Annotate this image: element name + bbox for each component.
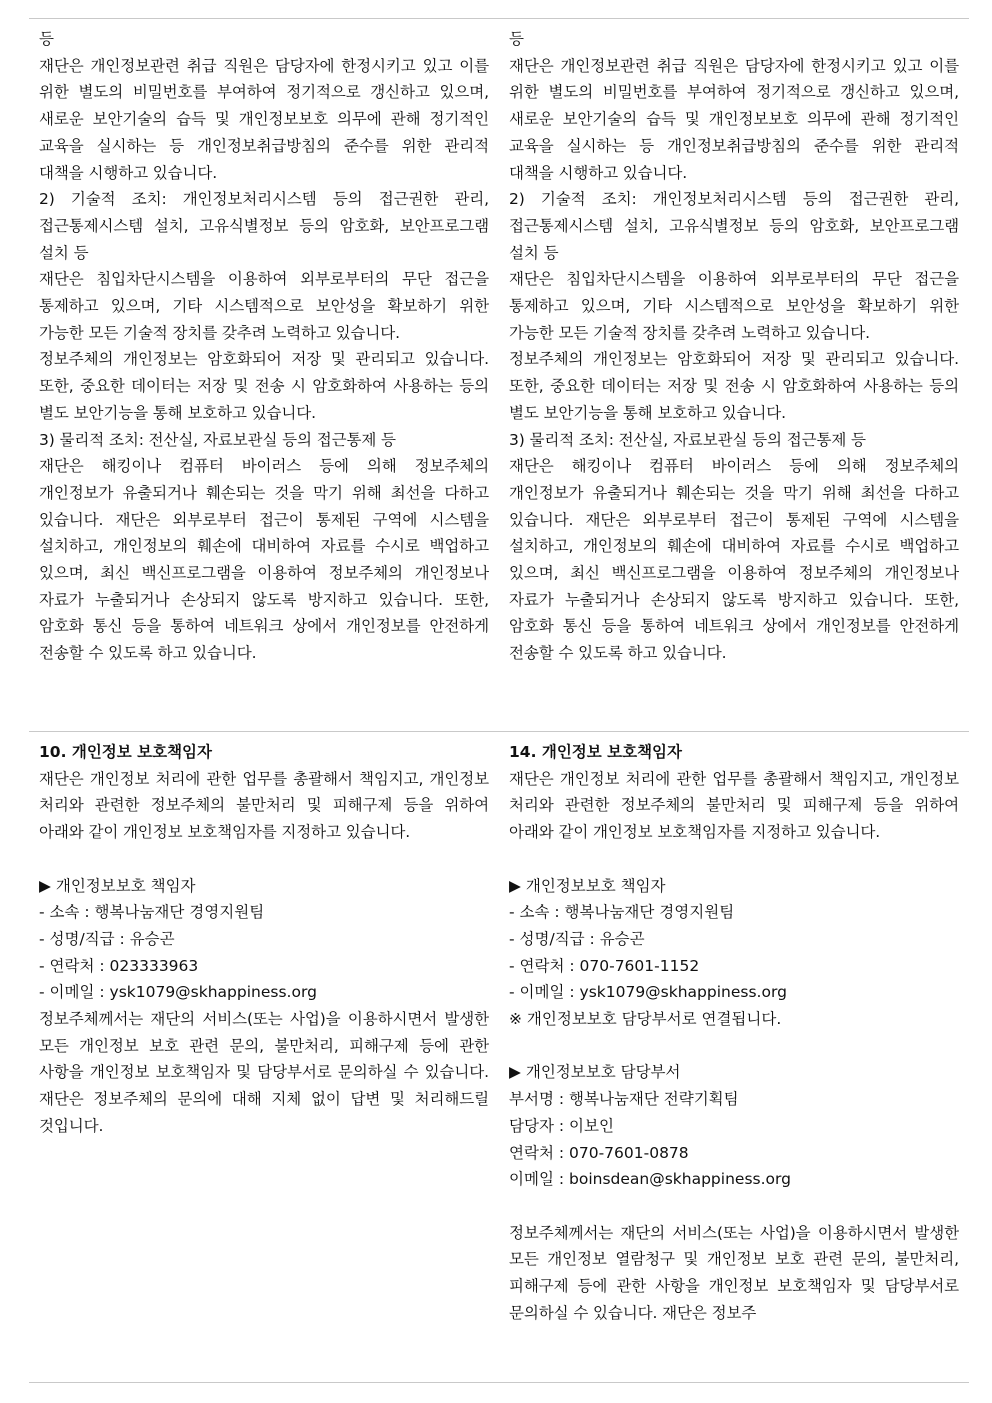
spacer: [39, 846, 489, 873]
paragraph: 등: [39, 30, 54, 48]
officer-affiliation: - 소속 : 행복나눔재단 경영지원팀: [39, 903, 265, 922]
spacer: [509, 1033, 959, 1060]
paragraph: 재단은 침입차단시스템을 이용하여 외부로부터의 무단 접근을 통제하고 있으며, 기타 시스템적으로 보안성을 확보하기 위한 가능한 모든 기술적 장치를 갖추려 노력하고 있습니다.: [39, 270, 489, 342]
dept-contact-person: 담당자 : 이보인: [509, 1116, 614, 1135]
paragraph: 2) 기술적 조치: 개인정보처리시스템 등의 접근권한 관리, 접근통제시스템 설치, 고유식별정보 등의 암호화, 보안프로그램 설치 등: [509, 190, 959, 262]
dept-name: 부서명 : 행복나눔재단 전략기획팀: [509, 1090, 739, 1109]
paragraph: 재단은 개인정보관련 취급 직원은 담당자에 한정시키고 있고 이를 위한 별도의 비밀번호를 부여하여 정기적으로 갱신하고 있으며, 새로운 보안기술의 습득 및 개인정보보호 의무에 관해 정기적인 교육을 실시하는 등 개인정보취급방침의 준수를 위한 관리적 대책을 시행하고 있습니다.: [39, 56, 489, 182]
cell-after-officer: [499, 732, 969, 1382]
table-row-security-measures: [29, 19, 969, 731]
cell-before-officer: [29, 732, 499, 1382]
cell-before-security: [29, 19, 499, 731]
cell-after-security: [499, 19, 969, 731]
officer-phone: - 연락처 : 070-7601-1152: [509, 956, 700, 975]
officer-email: - 이메일 : ysk1079@skhappiness.org: [39, 983, 317, 1002]
table-row-privacy-officer: [29, 732, 969, 1382]
officer-name: - 성명/직급 : 유승곤: [509, 929, 645, 948]
officer-note: ※ 개인정보보호 담당부서로 연결됩니다.: [509, 1010, 782, 1029]
officer-phone: - 연락처 : 023333963: [39, 956, 199, 975]
section-intro: 재단은 개인정보 처리에 관한 업무를 총괄해서 책임지고, 개인정보 처리와 관련한 정보주체의 불만처리 및 피해구제 등을 위하여 아래와 같이 개인정보 보호책임자를 지정하고 있습니다.: [39, 769, 489, 842]
dept-heading: ▶ 개인정보보호 담당부서: [509, 1063, 681, 1082]
paragraph: 정보주체의 개인정보는 암호화되어 저장 및 관리되고 있습니다. 또한, 중요한 데이터는 저장 및 전송 시 암호화하여 사용하는 등의 별도 보안기능을 통해 보호하고 있습니다.: [39, 350, 489, 422]
comparison-table: [29, 18, 969, 1383]
section-title: 10. 개인정보 보호책임자: [39, 743, 213, 761]
officer-heading: ▶ 개인정보보호 책임자: [509, 876, 666, 895]
closing-paragraph: 정보주체께서는 재단의 서비스(또는 사업)을 이용하시면서 발생한 모든 개인정보 보호 관련 문의, 불만처리, 피해구제 등에 관한 사항을 개인정보 보호책임자 및 담당부서로 문의하실 수 있습니다. 재단은 정보주체의 문의에 대해 지체 없이 답변 및 처리해드릴 것입니다.: [39, 1010, 489, 1135]
paragraph: 3) 물리적 조치: 전산실, 자료보관실 등의 접근통제 등: [39, 430, 396, 449]
officer-email: - 이메일 : ysk1079@skhappiness.org: [509, 983, 787, 1002]
paragraph: 등: [509, 30, 524, 48]
paragraph: 재단은 해킹이나 컴퓨터 바이러스 등에 의해 정보주체의 개인정보가 유출되거나 훼손되는 것을 막기 위해 최선을 다하고 있습니다. 재단은 외부로부터 접근이 통제된 구역에 시스템을 설치하고, 개인정보의 훼손에 대비하여 자료를 수시로 백업하고 있으며, 최신 백신프로그램을 이용하여 정보주체의 개인정보나 자료가 누출되거나 손상되지 않도록 방지하고 있습니다. 또한, 암호화 통신 등을 통하여 네트워크 상에서 개인정보를 안전하게 전송할 수 있도록 하고 있습니다.: [509, 457, 959, 663]
paragraph: 재단은 해킹이나 컴퓨터 바이러스 등에 의해 정보주체의 개인정보가 유출되거나 훼손되는 것을 막기 위해 최선을 다하고 있습니다. 재단은 외부로부터 접근이 통제된 구역에 시스템을 설치하고, 개인정보의 훼손에 대비하여 자료를 수시로 백업하고 있으며, 최신 백신프로그램을 이용하여 정보주체의 개인정보나 자료가 누출되거나 손상되지 않도록 방지하고 있습니다. 또한, 암호화 통신 등을 통하여 네트워크 상에서 개인정보를 안전하게 전송할 수 있도록 하고 있습니다.: [39, 457, 489, 663]
spacer: [509, 1193, 959, 1220]
officer-heading: ▶ 개인정보보호 책임자: [39, 876, 196, 895]
table-bottom-rule: [29, 1382, 969, 1383]
paragraph: 재단은 침입차단시스템을 이용하여 외부로부터의 무단 접근을 통제하고 있으며, 기타 시스템적으로 보안성을 확보하기 위한 가능한 모든 기술적 장치를 갖추려 노력하고 있습니다.: [509, 270, 959, 342]
officer-name: - 성명/직급 : 유승곤: [39, 929, 175, 948]
officer-affiliation: - 소속 : 행복나눔재단 경영지원팀: [509, 903, 735, 922]
section-intro: 재단은 개인정보 처리에 관한 업무를 총괄해서 책임지고, 개인정보 처리와 관련한 정보주체의 불만처리 및 피해구제 등을 위하여 아래와 같이 개인정보 보호책임자를 지정하고 있습니다.: [509, 769, 959, 842]
closing-paragraph: 정보주체께서는 재단의 서비스(또는 사업)을 이용하시면서 발생한 모든 개인정보 열람청구 및 개인정보 보호 관련 문의, 불만처리, 피해구제 등에 관한 사항을 개인정보 보호책임자 및 담당부서로 문의하실 수 있습니다. 재단은 정보주: [509, 1223, 959, 1322]
paragraph: 3) 물리적 조치: 전산실, 자료보관실 등의 접근통제 등: [509, 430, 866, 449]
paragraph: 2) 기술적 조치: 개인정보처리시스템 등의 접근권한 관리, 접근통제시스템 설치, 고유식별정보 등의 암호화, 보안프로그램 설치 등: [39, 190, 489, 262]
paragraph: 재단은 개인정보관련 취급 직원은 담당자에 한정시키고 있고 이를 위한 별도의 비밀번호를 부여하여 정기적으로 갱신하고 있으며, 새로운 보안기술의 습득 및 개인정보보호 의무에 관해 정기적인 교육을 실시하는 등 개인정보취급방침의 준수를 위한 관리적 대책을 시행하고 있습니다.: [509, 56, 959, 182]
section-title: 14. 개인정보 보호책임자: [509, 743, 683, 761]
dept-email: 이메일 : boinsdean@skhappiness.org: [509, 1170, 791, 1189]
dept-phone: 연락처 : 070-7601-0878: [509, 1143, 689, 1162]
paragraph: 정보주체의 개인정보는 암호화되어 저장 및 관리되고 있습니다. 또한, 중요한 데이터는 저장 및 전송 시 암호화하여 사용하는 등의 별도 보안기능을 통해 보호하고 있습니다.: [509, 350, 959, 422]
spacer: [509, 846, 959, 873]
